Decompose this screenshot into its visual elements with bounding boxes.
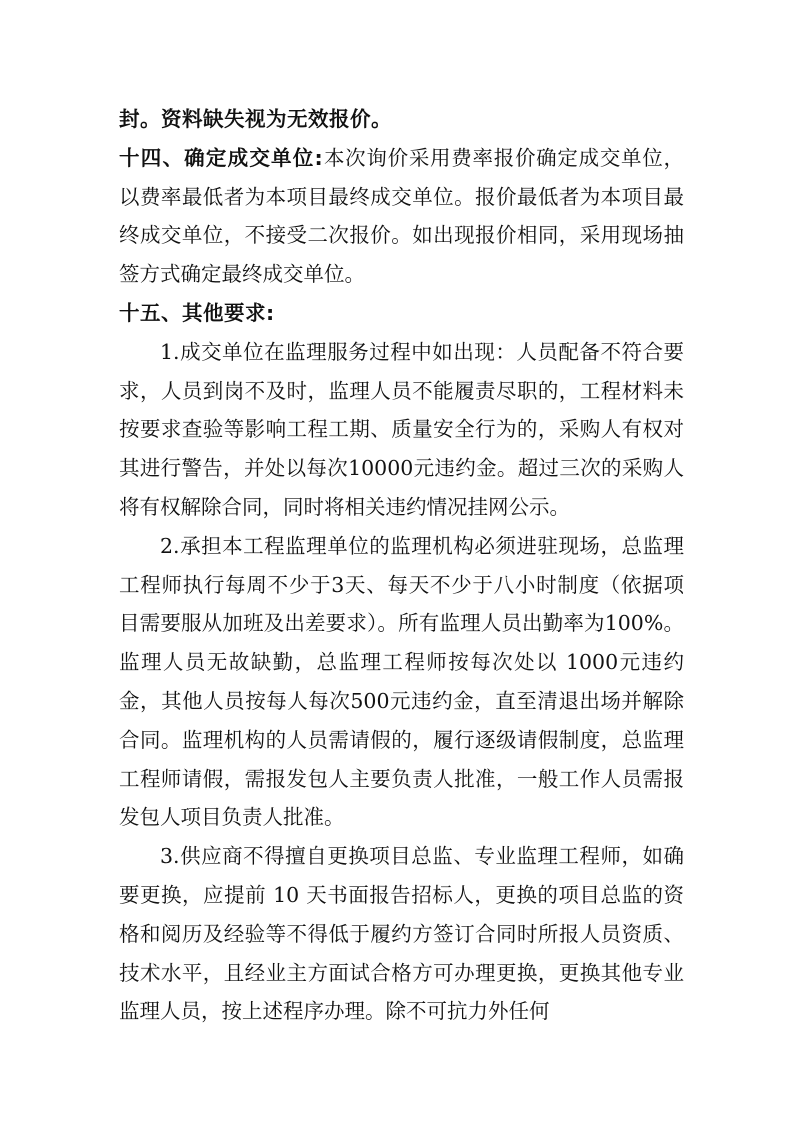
section15-item-3-text: 3.供应商不得擅自更换项目总监、专业监理工程师，如确要更换，应提前 10 天书面报告招标人，更换的项目总监的资格和阅历及经验等不得低于履约方签订合同时所报人员资质、技术水平，且经业主方面试合格方可办理更换，更换其他专业监理人员，按上述程序办理。除不可抗力外任何 (119, 844, 684, 1024)
section14-body: 本次询价采用费率报价确定成交单位，以费率最低者为本项目最终成交单位。报价最低者为本项目最终成交单位，不接受二次报价。如出现报价相同，采用现场抽签方式确定最终成交单位。 (119, 145, 685, 287)
section13-tail-text: 封。资料缺失视为无效报价。 (119, 107, 392, 131)
section14-heading: 十四、确定成交单位: (119, 145, 324, 170)
section15-heading: 十五、其他要求: (119, 300, 275, 325)
section14-paragraph (119, 139, 684, 294)
section15-item-2 (119, 527, 684, 837)
section15-item-2-text: 2.承担本工程监理单位的监理机构必须进驻现场，总监理工程师执行每周不少于3天、每天不少于八小时制度（依据项目需要服从加班及出差要求）。所有监理人员出勤率为100%。监理人员无故缺勤，总监理工程师按每次处以 1000元违约金，其他人员按每人每次500元违约金，直至清退出场并解除合同。监理机构的人员需请假的，履行逐级请假制度，总监理工程师请假，需报发包人主要负责人批准，一般工作人员需报发包人项目负责人批准。 (119, 533, 684, 830)
section15-item-3 (119, 837, 684, 1031)
section15-item-1-text: 1.成交单位在监理服务过程中如出现：人员配备不符合要求，人员到岗不及时，监理人员不能履责尽职的，工程材料未按要求查验等影响工程工期、质量安全行为的，采购人有权对其进行警告，并处以每次10000元违约金。超过三次的采购人将有权解除合同，同时将相关违约情况挂网公示。 (119, 339, 684, 519)
section15-item-1 (119, 333, 684, 527)
section13-tail (119, 100, 684, 139)
document-body (119, 100, 684, 1031)
section15-heading-line (119, 294, 684, 333)
